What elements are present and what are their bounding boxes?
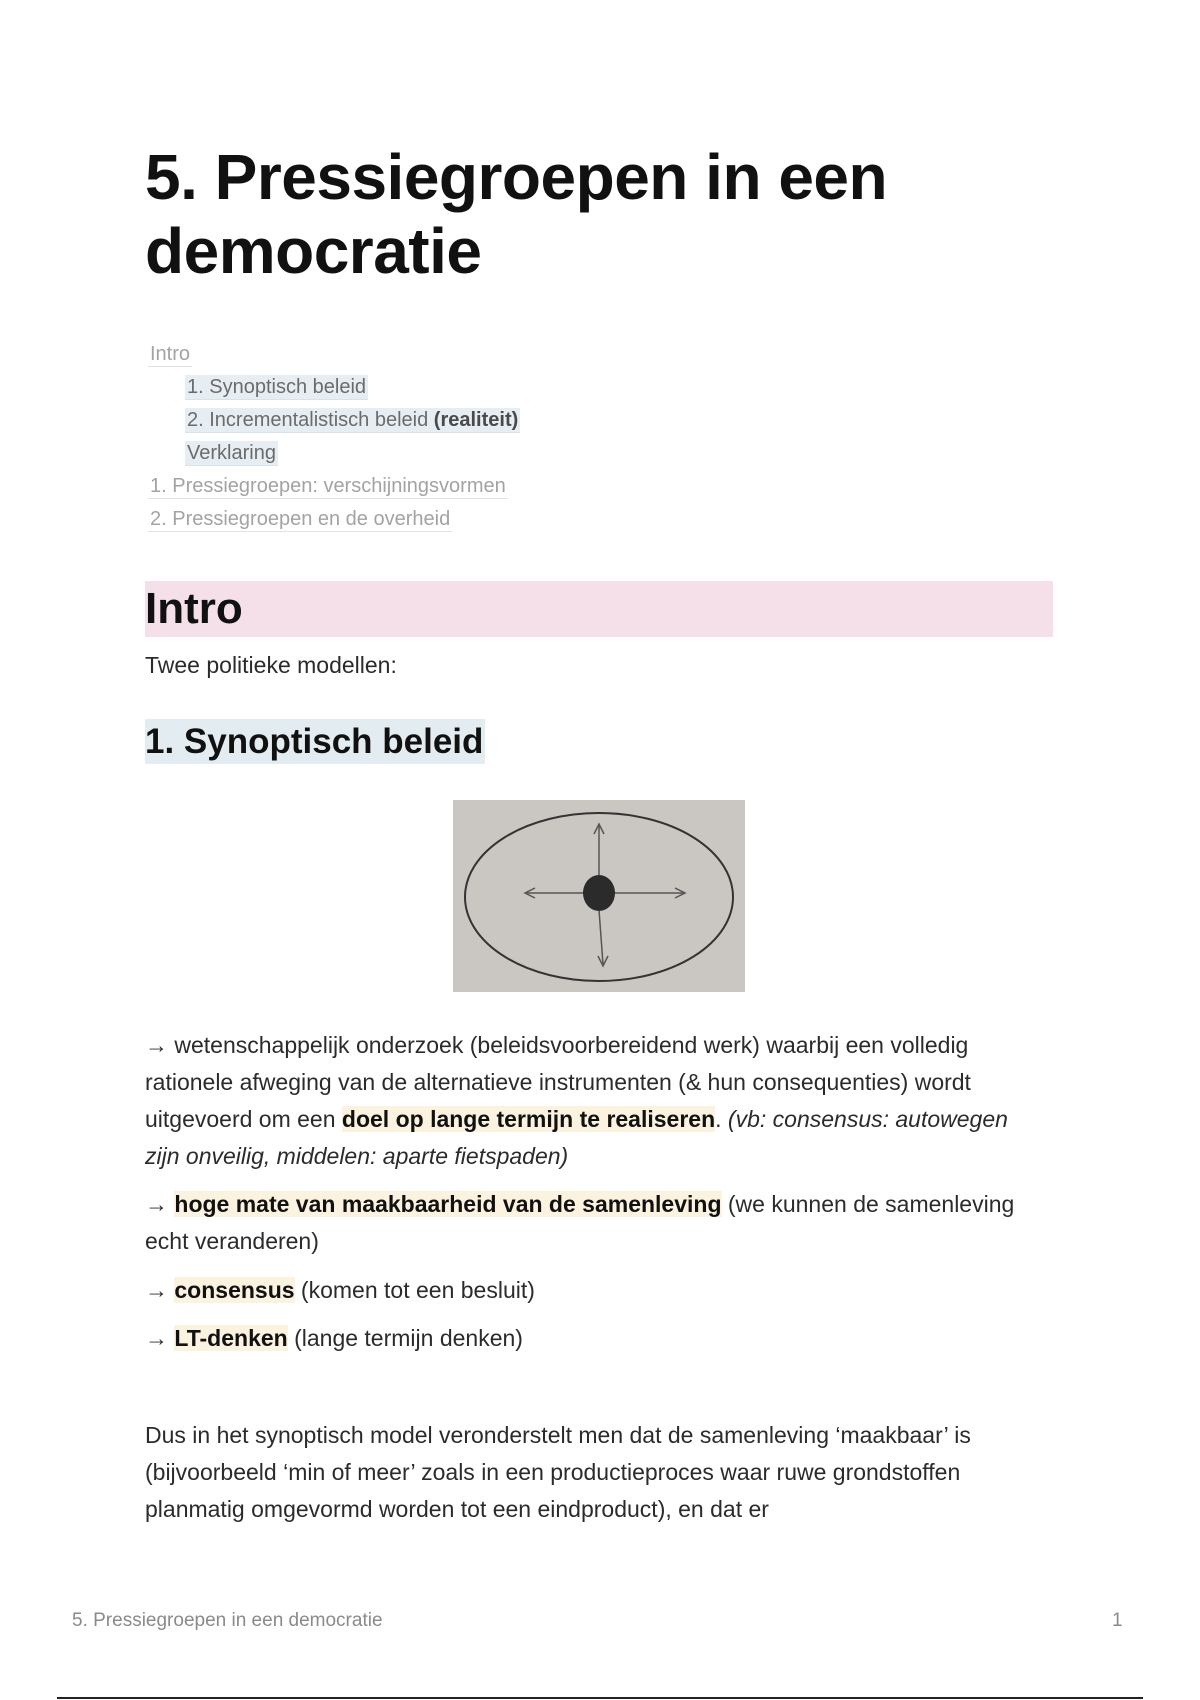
synoptisch-paragraph: → wetenschappelijk onderzoek (beleidsvoorbereidend werk) waarbij een volledig rationele afweging van de alternatieve instrumenten (& hun consequenties) wordt uitgevoerd om een doel op lange termijn te realiseren. (vb: consensus: autowegen zijn onveilig, middelen: aparte fietspaden) xyxy=(145,1032,1008,1169)
bullet-lt-denken: → LT-denken (lange termijn denken) xyxy=(145,1325,523,1351)
toc-item-overheid[interactable]: 2. Pressiegroepen en de overheid xyxy=(150,508,451,530)
toc-item-synoptisch-beleid[interactable]: 1. Synoptisch beleid xyxy=(187,376,367,398)
synoptic-model-diagram xyxy=(453,800,745,992)
bullet-consensus: → consensus (komen tot een besluit) xyxy=(145,1277,535,1303)
page-divider xyxy=(57,1697,1143,1699)
intro-text: Twee politieke modellen: xyxy=(145,652,397,678)
ellipse-arrows-image xyxy=(453,800,745,992)
table-of-contents xyxy=(148,338,520,536)
toc-item-verklaring[interactable]: Verklaring xyxy=(187,442,276,464)
toc-item-intro[interactable]: Intro xyxy=(150,343,191,365)
synoptisch-conclusion: Dus in het synoptisch model veronderstelt men dat de samenleving ‘maakbaar’ is (bijvoorbeeld ‘min of meer’ zoals in een productieproces waar ruwe grondstoffen planmatig omgevormd worden tot een eindproduct), en dat er xyxy=(145,1422,971,1522)
toc-item-verschijningsvormen[interactable]: 1. Pressiegroepen: verschijningsvormen xyxy=(150,475,506,497)
page-number: 1 xyxy=(1112,1610,1123,1631)
synoptisch-heading: 1. Synoptisch beleid xyxy=(145,719,485,764)
footer-title: 5. Pressiegroepen in een democratie xyxy=(72,1610,383,1631)
bullet-maakbaarheid: → hoge mate van maakbaarheid van de samenleving (we kunnen de samenleving echt veranderen) xyxy=(145,1191,1015,1254)
toc-item-incrementalistisch-beleid[interactable]: 2. Incrementalistisch beleid (realiteit) xyxy=(187,409,519,431)
page-title: 5. Pressiegroepen in een democratie xyxy=(145,141,888,287)
intro-heading: Intro xyxy=(145,581,1053,637)
